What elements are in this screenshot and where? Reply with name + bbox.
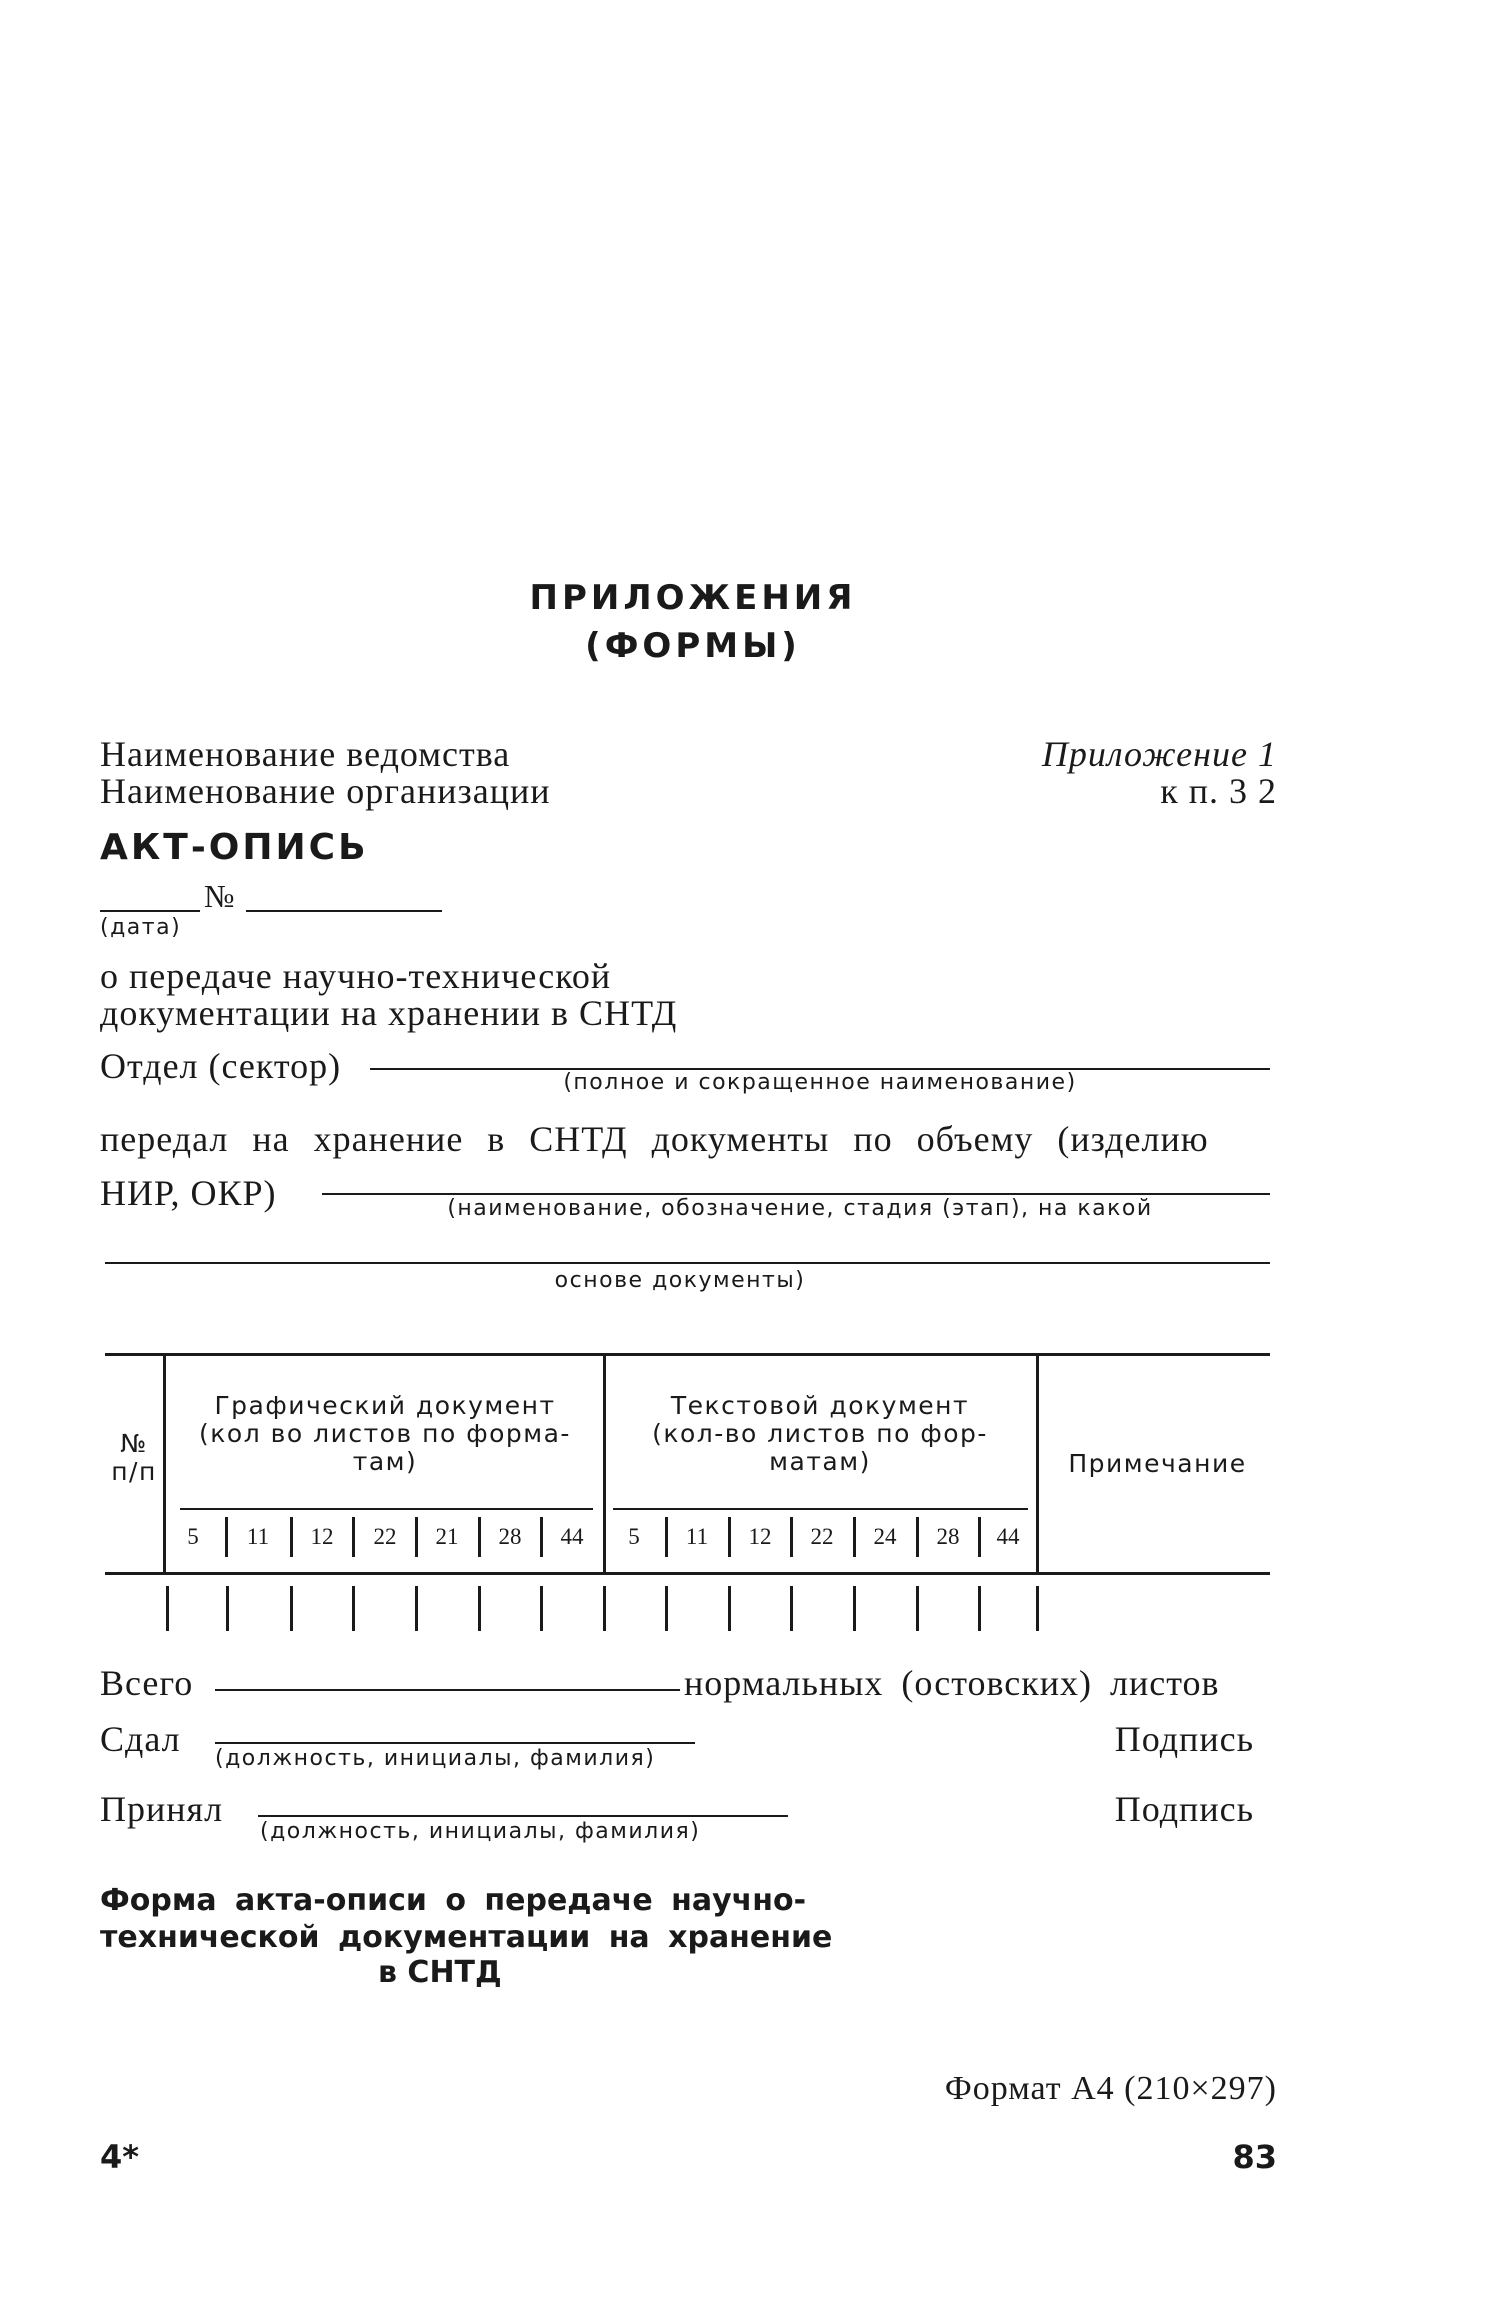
- handed-label: Сдал: [100, 1719, 181, 1759]
- act-title: АКТ-ОПИСЬ: [100, 827, 369, 868]
- table-top-rule: [105, 1353, 1270, 1356]
- row-tick: [415, 1586, 418, 1631]
- organization-name: Наименование организации: [100, 771, 551, 811]
- row-tick: [853, 1586, 856, 1631]
- table-divider: [1036, 1355, 1039, 1573]
- graphic-subheader-rule: [180, 1508, 593, 1510]
- table-divider: [603, 1355, 606, 1573]
- graphic-format-11: 11: [246, 1524, 270, 1549]
- row-tick: [790, 1586, 793, 1631]
- number-line: [246, 910, 442, 912]
- transfer-line-2: [105, 1262, 1270, 1264]
- page-number: 83: [1232, 2138, 1277, 2176]
- format-divider: [290, 1517, 293, 1557]
- row-tick: [665, 1586, 668, 1631]
- footer-mark: 4*: [100, 2138, 139, 2176]
- row-tick: [290, 1586, 293, 1631]
- format-divider: [540, 1517, 543, 1557]
- form-caption-line-1: Форма акта-описи о передаче научно-: [100, 1883, 807, 1918]
- subject-line-1: о передаче научно-технической: [100, 956, 612, 996]
- subject-line-2: документации на хранении в СНТД: [100, 993, 678, 1033]
- department-caption: (полное и сокращенное наименование): [563, 1070, 1077, 1095]
- graphic-format-12: 12: [310, 1524, 334, 1549]
- transfer-line-1: [322, 1193, 1270, 1195]
- transfer-caption-1: (наименование, обозначение, стадия (этап), на какой: [447, 1196, 1153, 1221]
- format-divider: [478, 1517, 481, 1557]
- row-tick: [728, 1586, 731, 1631]
- text-format-22: 22: [810, 1524, 834, 1549]
- transfer-caption-2: основе документы): [554, 1268, 806, 1293]
- text-format-12: 12: [748, 1524, 772, 1549]
- text-format-28: 28: [936, 1524, 960, 1549]
- graphic-format-21: 21: [435, 1524, 459, 1549]
- text-format-44: 44: [996, 1524, 1020, 1549]
- format-divider: [728, 1517, 731, 1557]
- department-label: Отдел (сектор): [100, 1046, 342, 1086]
- handed-signature-label: Подпись: [1114, 1719, 1254, 1759]
- text-format-5: 5: [628, 1524, 640, 1549]
- column-number-header: № п/п: [111, 1429, 157, 1486]
- page-subheading: (ФОРМЫ): [585, 626, 801, 666]
- format-divider: [225, 1517, 228, 1557]
- form-caption-line-2: технической документации на хранение: [100, 1920, 833, 1955]
- received-signature-label: Подпись: [1114, 1789, 1254, 1829]
- row-tick: [226, 1586, 229, 1631]
- total-label: Всего: [100, 1663, 194, 1703]
- received-caption: (должность, инициалы, фамилия): [260, 1819, 701, 1844]
- ministry-name: Наименование ведомства: [100, 734, 511, 774]
- text-format-24: 24: [873, 1524, 897, 1549]
- format-note: Формат А4 (210×297): [944, 2070, 1277, 2107]
- table-bottom-rule: [105, 1572, 1270, 1575]
- graphic-format-44: 44: [560, 1524, 584, 1549]
- date-caption: (дата): [100, 915, 182, 940]
- row-tick: [540, 1586, 543, 1631]
- format-divider: [415, 1517, 418, 1557]
- graphic-format-22: 22: [373, 1524, 397, 1549]
- handed-line: [215, 1742, 695, 1744]
- text-subheader-rule: [613, 1508, 1028, 1510]
- graphic-format-5: 5: [187, 1524, 199, 1549]
- appendix-clause: к п. 3 2: [1160, 771, 1277, 811]
- number-sign: №: [204, 878, 235, 914]
- date-line: [100, 910, 200, 912]
- total-suffix: нормальных (остовских) листов: [684, 1663, 1220, 1703]
- received-line: [258, 1815, 788, 1817]
- row-tick: [1036, 1586, 1039, 1631]
- text-document-header: Текстовой документ (кол-во листов по фор- матам): [652, 1391, 988, 1476]
- transfer-project-label: НИР, ОКР): [100, 1173, 277, 1213]
- format-divider: [665, 1517, 668, 1557]
- row-tick: [916, 1586, 919, 1631]
- page-heading: ПРИЛОЖЕНИЯ: [529, 578, 857, 618]
- appendix-label: Приложение 1: [1041, 734, 1277, 774]
- table-divider: [163, 1355, 166, 1573]
- format-divider: [853, 1517, 856, 1557]
- total-line: [215, 1689, 680, 1691]
- text-format-11: 11: [685, 1524, 709, 1549]
- row-tick: [978, 1586, 981, 1631]
- row-tick: [352, 1586, 355, 1631]
- transfer-line: передал на хранение в СНТД документы по объему (изделию: [100, 1119, 1209, 1159]
- graphic-document-header: Графический документ (кол во листов по форма- там): [199, 1391, 571, 1476]
- format-divider: [916, 1517, 919, 1557]
- format-divider: [352, 1517, 355, 1557]
- format-divider: [978, 1517, 981, 1557]
- row-tick: [166, 1586, 169, 1631]
- row-tick: [603, 1586, 606, 1631]
- row-tick: [478, 1586, 481, 1631]
- remark-header: Примечание: [1068, 1449, 1247, 1478]
- received-label: Принял: [100, 1789, 224, 1829]
- handed-caption: (должность, инициалы, фамилия): [215, 1746, 656, 1771]
- format-divider: [790, 1517, 793, 1557]
- form-caption-line-3: в СНТД: [378, 1955, 502, 1990]
- graphic-format-28: 28: [498, 1524, 522, 1549]
